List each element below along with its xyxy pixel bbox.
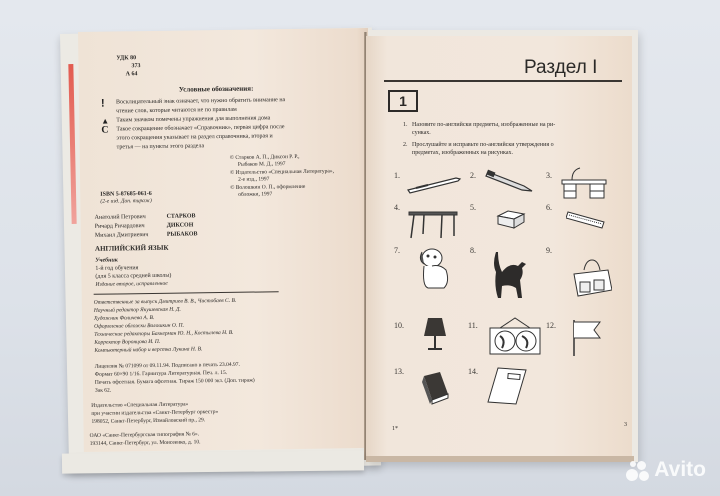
author-given: Михаил Дмитриевич bbox=[94, 232, 149, 239]
picture-number: 6. bbox=[546, 203, 552, 212]
picture-number: 8. bbox=[470, 246, 476, 255]
publisher-line: при участии издательства «Санкт-Петербург оркестр» bbox=[91, 409, 219, 417]
year-of-study: 1-й год обучения bbox=[95, 265, 139, 272]
copyright-line: обложки, 1997 bbox=[238, 191, 273, 198]
c-reference-icon: С bbox=[101, 124, 109, 136]
author-given: Анатолий Петрович bbox=[94, 214, 146, 221]
exercise-book-icon bbox=[486, 366, 530, 406]
credit-line: Технические редакторы Бахкерман Ю. Н., Костылева Н. В. bbox=[94, 329, 234, 338]
signature-mark: 1* bbox=[392, 426, 398, 432]
picture-number: 3. bbox=[546, 171, 552, 180]
cover-bottom-left bbox=[62, 450, 364, 473]
printer-line: ОАО «Санкт-Петербургская типография № 6». bbox=[89, 431, 200, 439]
credit-line: Ответственные за выпуск Дмитриев В. В., Чистобаев С. В. bbox=[93, 297, 237, 306]
printer-line: 193144, Санкт-Петербург, ул. Моисеенко, д. 10. bbox=[89, 439, 201, 447]
section-rule bbox=[384, 80, 622, 82]
legend-text: третья — на пункты этого раздела bbox=[116, 143, 205, 151]
dog-icon bbox=[418, 246, 452, 292]
author-surname: СТАРКОВ bbox=[166, 213, 196, 220]
desk-icon bbox=[560, 166, 608, 202]
credit-line: Оформление обложки Волошкин О. П. bbox=[94, 322, 185, 330]
box-icon bbox=[496, 208, 526, 232]
lesson-number-box: 1 bbox=[388, 90, 418, 112]
task-text: Прослушайте и исправьте по-английски утверждения о bbox=[412, 142, 554, 148]
credit-line: Научный редактор Якушевская Н. Д. bbox=[93, 306, 181, 314]
legend-text: Восклицательный знак означает, что нужно обратить внимание на bbox=[115, 97, 286, 106]
copyright-line: © Издательство «Специальная Литература», bbox=[229, 168, 335, 176]
exclamation-icon: ! bbox=[100, 97, 105, 110]
page-number: 3 bbox=[624, 422, 627, 428]
picture-number: 11. bbox=[468, 321, 478, 330]
task-text: сунках. bbox=[412, 130, 431, 136]
publisher-line: Издательство «Специальная Литература» bbox=[91, 401, 189, 409]
picture-number: 14. bbox=[468, 367, 478, 376]
credit-line: Компьютерный набор и верстка Лукина Н. В. bbox=[94, 346, 203, 354]
picture-number: 1. bbox=[394, 171, 400, 180]
avito-watermark bbox=[626, 458, 706, 482]
avito-text: Avito bbox=[654, 458, 706, 481]
isbn: ISBN 5-87685-061-6 bbox=[100, 190, 152, 198]
pencil-icon bbox=[484, 168, 534, 194]
legend-text: чтение слов, которые читаются не по правилам bbox=[116, 106, 237, 115]
credit-line: Корректор Воронцова И. П. bbox=[94, 338, 161, 346]
cat-icon bbox=[490, 250, 530, 302]
task-number: 1. bbox=[403, 122, 408, 128]
picture-number: 12. bbox=[546, 321, 556, 330]
book-title: АНГЛИЙСКИЙ ЯЗЫК bbox=[94, 243, 169, 253]
flag-icon bbox=[570, 318, 604, 358]
picture-number: 7. bbox=[394, 246, 400, 255]
right-page bbox=[366, 36, 632, 456]
task-text: предметах, изображенных на рисунках. bbox=[412, 150, 513, 156]
book-icon bbox=[418, 370, 452, 406]
triangle-icon: ▲ bbox=[101, 116, 110, 126]
picture-number: 5. bbox=[470, 203, 476, 212]
task-number: 2. bbox=[403, 142, 408, 148]
legend-text: Таким значком помечены упражнения для выполнения дома bbox=[116, 115, 271, 124]
legend-text: Такое сокращение обозначает «Справочник», первая цифра после bbox=[116, 124, 285, 133]
section-title: Раздел I bbox=[524, 57, 598, 78]
left-page bbox=[78, 28, 374, 452]
udk-line-2: 373 bbox=[131, 63, 141, 70]
cover-bottom-right bbox=[366, 456, 634, 462]
print-info-line: Лицензия № 071099 от 09.11.94. Подписано в печать 23.04.97. bbox=[94, 361, 240, 370]
bag-icon bbox=[572, 258, 612, 298]
avito-logo-icon bbox=[626, 459, 650, 481]
lamp-icon bbox=[422, 316, 450, 352]
pen-icon bbox=[406, 174, 462, 194]
table-icon bbox=[408, 210, 458, 240]
isbn-note: (2-е изд. Доп. тираж) bbox=[100, 197, 152, 205]
picture-number: 4. bbox=[394, 203, 400, 212]
copyright-line: 2-е изд., 1997 bbox=[238, 176, 270, 183]
publisher-line: 198052, Санкт-Петербург, Измайловский пр., 29. bbox=[91, 417, 206, 425]
picture-number: 2. bbox=[470, 171, 476, 180]
author-given: Ричард Ричардович bbox=[94, 223, 145, 230]
udk-line-1: УДК 80 bbox=[116, 55, 137, 62]
task-text: Назовите по-английски предметы, изображенные на ри- bbox=[412, 122, 556, 128]
print-info-line: Зак 62. bbox=[94, 387, 112, 394]
picture-number: 10. bbox=[394, 321, 404, 330]
author-surname: РЫБАКОВ bbox=[166, 231, 198, 238]
udk-line-3: А 64 bbox=[125, 71, 138, 78]
credit-line: Художник Фоличева А. В. bbox=[93, 314, 155, 322]
ruler-icon bbox=[566, 208, 606, 232]
print-info-line: Печать офсетная. Бумага офсетная. Тираж 150 000 экз. (Доп. тираж) bbox=[94, 377, 255, 386]
grade: (для 5 класса средней школы) bbox=[95, 272, 172, 280]
author-surname: ДИКСОН bbox=[166, 222, 194, 229]
copyright-line: Рыбаков М. Д., 1997 bbox=[237, 161, 286, 168]
edition: Издание второе, исправленное bbox=[95, 280, 168, 288]
legend-title: Условные обозначения: bbox=[178, 84, 254, 94]
map-icon bbox=[488, 316, 542, 356]
picture-number: 9. bbox=[546, 246, 552, 255]
picture-number: 13. bbox=[394, 367, 404, 376]
copyright-line: © Старков А. П., Диксон Р. Р., bbox=[229, 153, 300, 161]
copyright-line: © Волошкин О. П., оформление bbox=[230, 183, 306, 191]
divider bbox=[94, 291, 279, 295]
print-info-line: Формат 60×90 1/16. Гарнитура Литературная. Печ. л. 15. bbox=[94, 369, 228, 378]
legend-text: этого сокращения указывает на раздел справочника, вторая и bbox=[116, 133, 273, 142]
book-type: Учебник bbox=[95, 257, 118, 264]
